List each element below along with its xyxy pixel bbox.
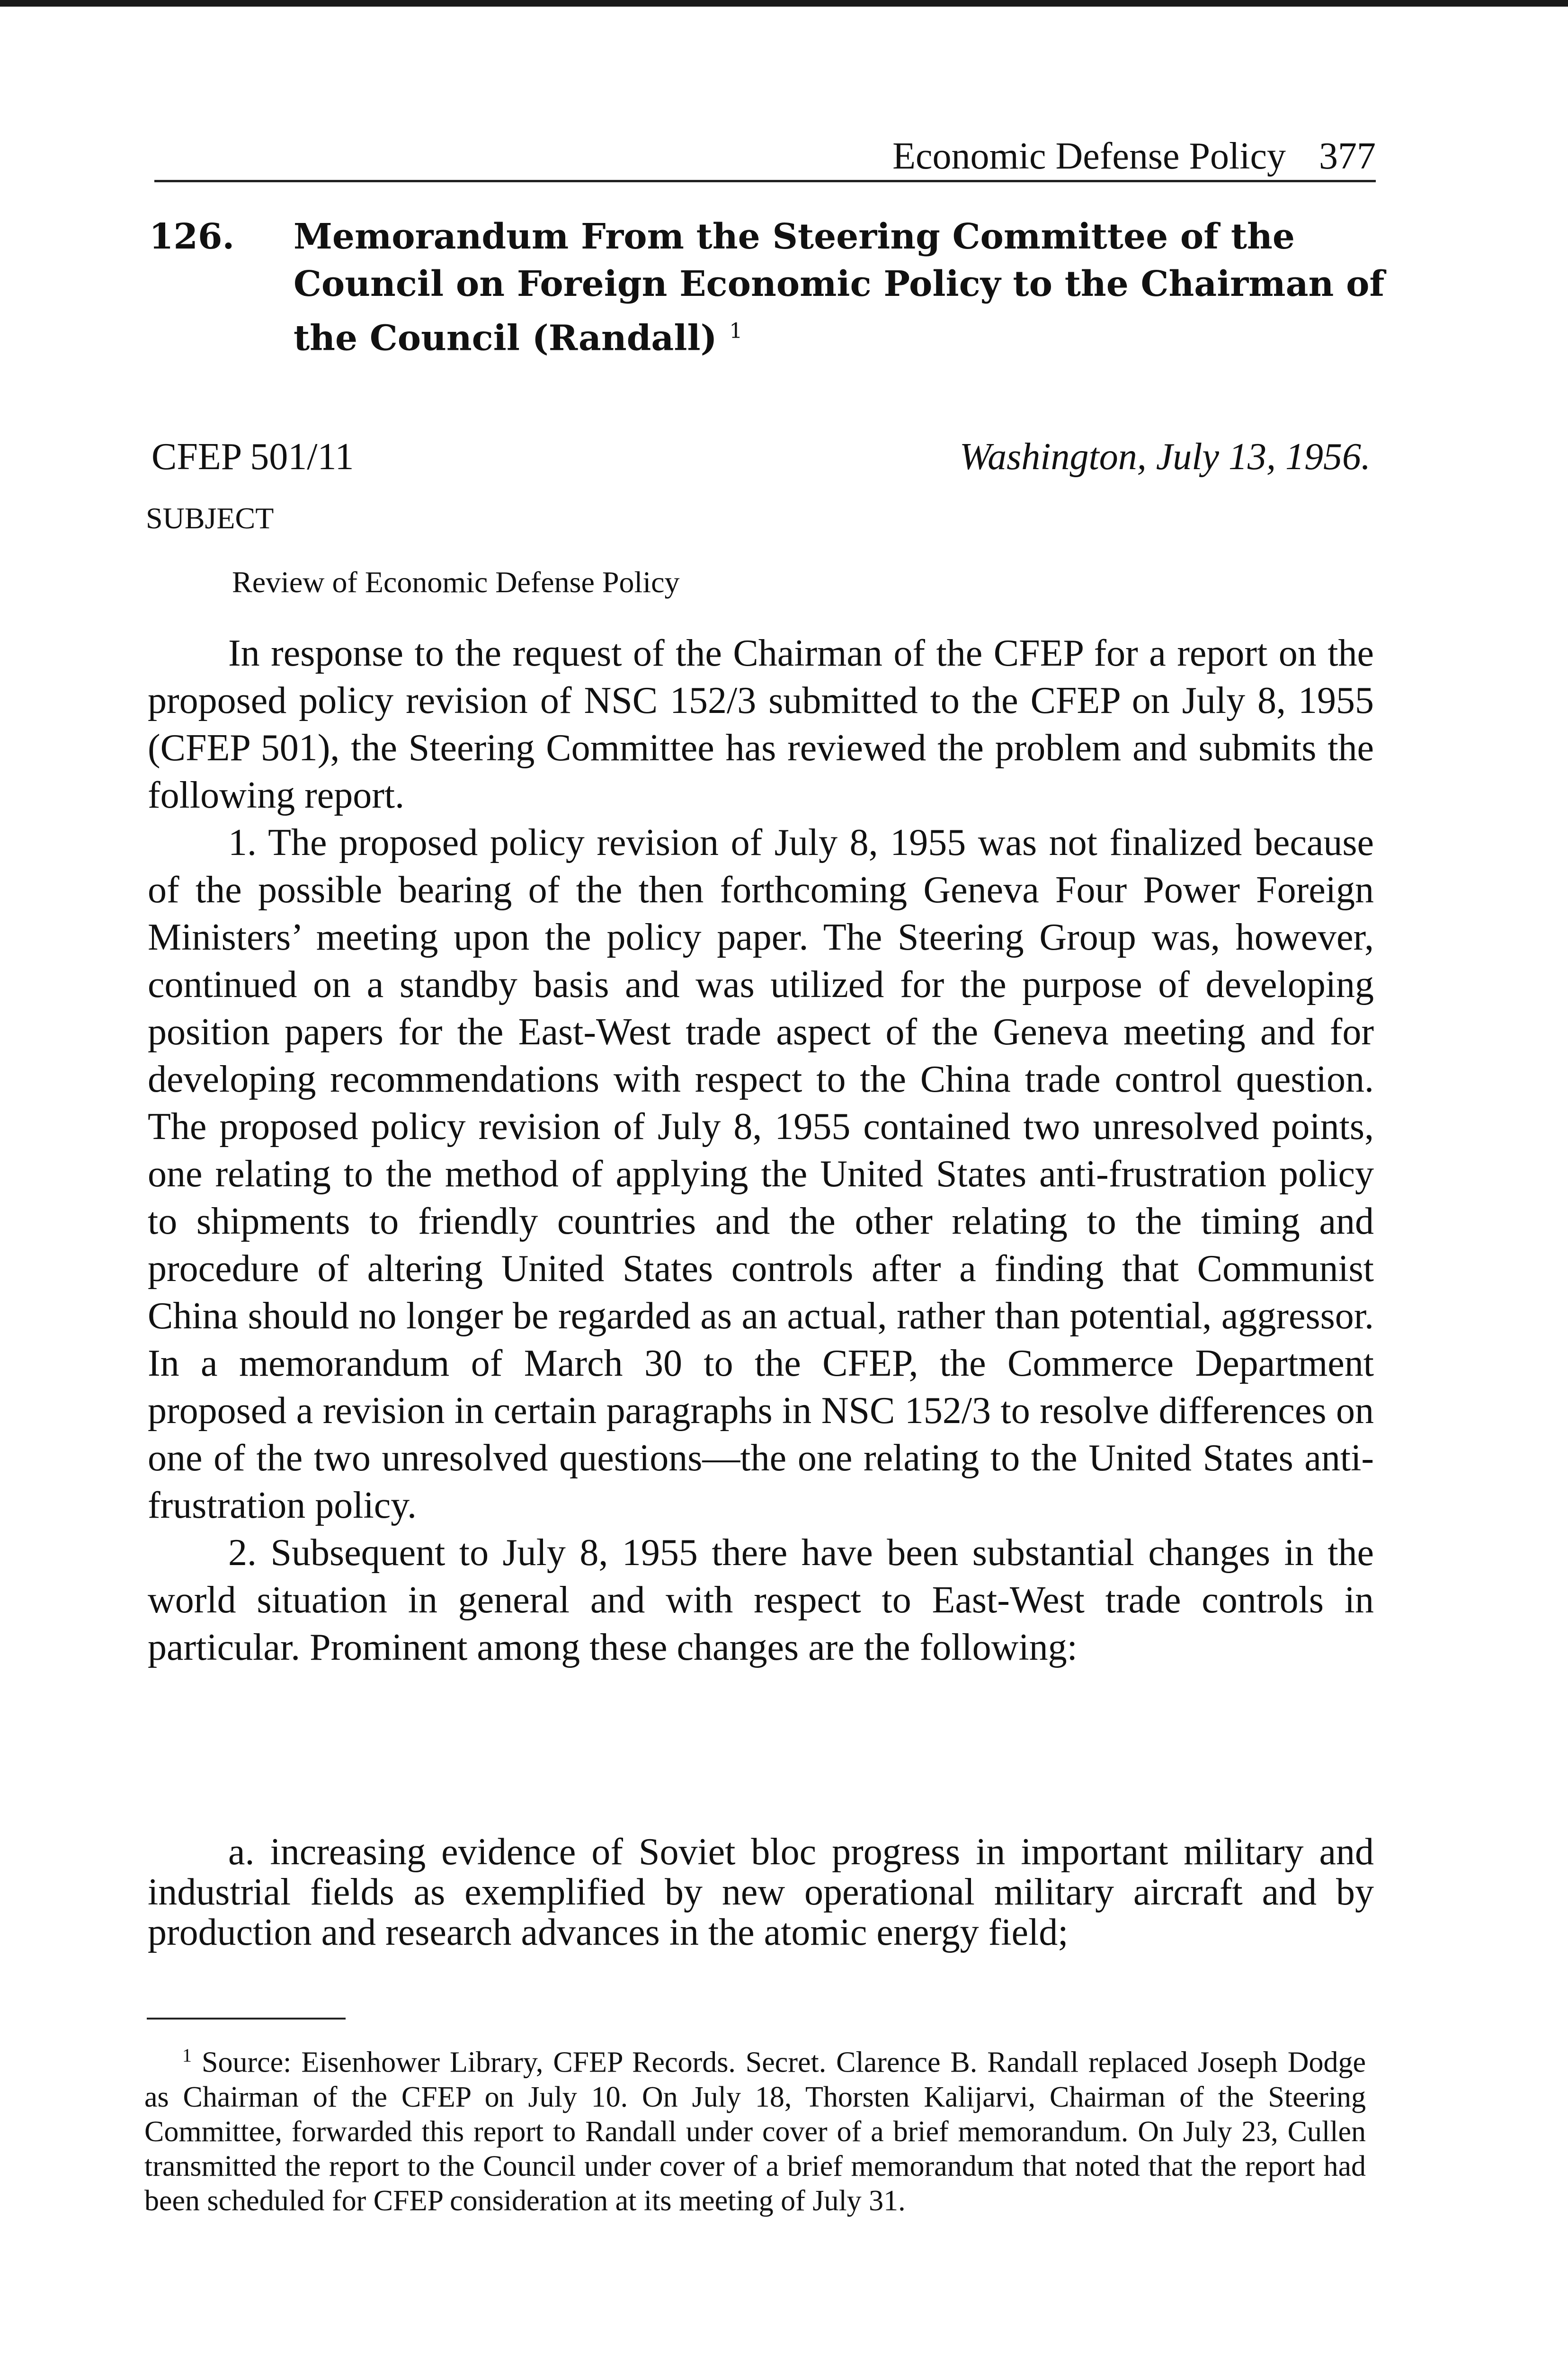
body-paragraph: 2. Subsequent to July 8, 1955 there have been substantial changes in the world situation in general and with respect to East-West trade controls in particular. Prominent among these changes are the following:	[148, 1532, 1374, 1668]
body-paragraph: 1. The proposed policy revision of July 8, 1955 was not finalized because of the possible bearing of the then forthcoming Geneva Four Power Foreign Ministers’ meeting upon the policy paper. The Steering Group was, however, continued on a standby basis and was utilized for the purpose of developing position papers for the East-West trade aspect of the Geneva meeting and for developing recommendations with respect to the China trade control question. The proposed policy revision of July 8, 1955 contained two unresolved points, one relating to the method of applying the United States anti-frustration policy to shipments to friendly countries and the other relating to the timing and procedure of altering United States controls after a finding that Communist China should no longer be regarded as an actual, rather than potential, aggressor. In a memorandum of March 30 to the CFEP, the Commerce Department proposed a revision in certain paragraphs in NSC 152/3 to resolve differences on one of the two unresolved questions—the one relating to the United States anti-frustration policy.	[148, 822, 1374, 1526]
page-number: 377	[1319, 135, 1376, 177]
document-number: 126.	[149, 216, 235, 257]
subject-label: SUBJECT	[146, 501, 274, 535]
footnote-text: Source: Eisenhower Library, CFEP Records. Secret. Clarence B. Randall replaced Joseph Dodge as Chairman of the CFEP on July 10. On July 18, Thorsten Kalijarvi, Chairman of the Steering Committee, forwarded this report to Randall under cover of a brief memorandum. On July 23, Cullen transmitted the report to the Council under cover of a brief memorandum that noted that the report had been scheduled for CFEP consideration at its meeting of July 31.	[144, 2046, 1366, 2217]
footnote-divider	[147, 2018, 346, 2020]
list-item: a. increasing evidence of Soviet bloc progress in important military and industrial fields as exemplified by new operational military aircraft and by production and research advances in the atomic energy field;	[148, 1831, 1374, 1953]
document-heading	[149, 213, 1390, 362]
file-number: CFEP 501/11	[151, 436, 354, 478]
footnote	[144, 2038, 1366, 2218]
footnote-marker: 1	[182, 2045, 192, 2066]
running-title: Economic Defense Policy	[892, 135, 1286, 177]
page-top-border	[0, 0, 1568, 7]
subject-text: Review of Economic Defense Policy	[232, 565, 680, 599]
dateline-row	[151, 433, 1371, 481]
running-header	[154, 133, 1376, 182]
body-paragraph: In response to the request of the Chairman of the CFEP for a report on the proposed policy revision of NSC 152/3 submitted to the CFEP on July 8, 1955 (CFEP 501), the Steering Committee has reviewed the problem and submits the following report.	[148, 632, 1374, 816]
document-title-block	[294, 213, 1387, 362]
dateline: Washington, July 13, 1956.	[959, 436, 1371, 478]
footnote-reference[interactable]: 1	[729, 319, 743, 343]
document-title: Memorandum From the Steering Committee of the Council on Foreign Economic Policy to the Chairman of the Council (Randall)	[294, 216, 1385, 359]
body-text	[148, 630, 1374, 1671]
